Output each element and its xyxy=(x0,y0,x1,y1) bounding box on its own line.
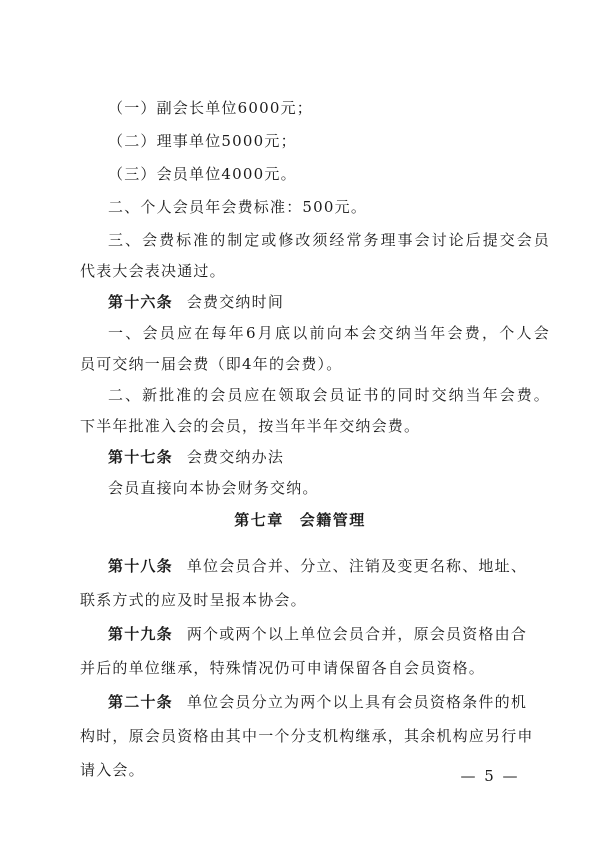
article-18-line-1 xyxy=(108,556,550,576)
article-20-line-3: 请入会。 xyxy=(80,761,145,779)
article-19-title: 第十九条 xyxy=(108,625,173,643)
article-19-line-2: 并后的单位继承，特殊情况仍可申请保留各自会员资格。 xyxy=(80,659,486,677)
article-17-heading xyxy=(108,447,550,467)
article-20-title: 第二十条 xyxy=(108,693,173,711)
article-18-line-2: 联系方式的应及时呈报本协会。 xyxy=(80,591,307,609)
article-16-subject: 会费交纳时间 xyxy=(186,293,285,311)
article-17-title: 第十七条 xyxy=(108,448,173,466)
article-19-text: 两个或两个以上单位会员合并，原会员资格由合 xyxy=(186,625,528,643)
fee-standard-rule-line-1: 三、会费标准的制定或修改须经常务理事会讨论后提交会员 xyxy=(108,231,550,249)
fee-item-director: （二）理事单位5000元； xyxy=(108,132,297,150)
article-16-para-2-line-2: 下半年批准入会的会员，按当年半年交纳会费。 xyxy=(80,417,421,435)
chapter-name: 会籍管理 xyxy=(299,511,366,529)
article-16-heading xyxy=(108,292,550,312)
article-20-line-1 xyxy=(108,692,550,712)
article-17-para-1: 会员直接向本协会财务交纳。 xyxy=(108,479,319,497)
article-20-line-2: 构时，原会员资格由其中一个分支机构继承，其余机构应另行申 xyxy=(80,727,534,745)
article-17-subject: 会费交纳办法 xyxy=(186,448,285,466)
chapter-number: 第七章 xyxy=(234,511,284,529)
article-19-line-1 xyxy=(108,624,550,644)
fee-item-member: （三）会员单位4000元。 xyxy=(108,165,297,183)
page-number: — 5 — xyxy=(460,767,520,785)
chapter-7-heading xyxy=(0,510,600,530)
individual-fee-standard: 二、个人会员年会费标准：500元。 xyxy=(108,198,368,216)
article-16-para-2-line-1: 二、新批准的会员应在领取会员证书的同时交纳当年会费。 xyxy=(108,386,550,404)
article-18-text: 单位会员合并、分立、注销及变更名称、地址、 xyxy=(186,557,528,575)
article-16-para-1-line-1: 一、会员应在每年6月底以前向本会交纳当年会费，个人会 xyxy=(108,324,550,342)
article-16-title: 第十六条 xyxy=(108,293,173,311)
article-20-text: 单位会员分立为两个以上具有会员资格条件的机 xyxy=(186,693,528,711)
article-18-title: 第十八条 xyxy=(108,557,173,575)
article-16-para-1-line-2: 员可交纳一届会费（即4年的会费）。 xyxy=(80,355,343,373)
fee-standard-rule-line-2: 代表大会表决通过。 xyxy=(80,262,226,280)
fee-item-vice-president: （一）副会长单位6000元； xyxy=(108,99,313,117)
